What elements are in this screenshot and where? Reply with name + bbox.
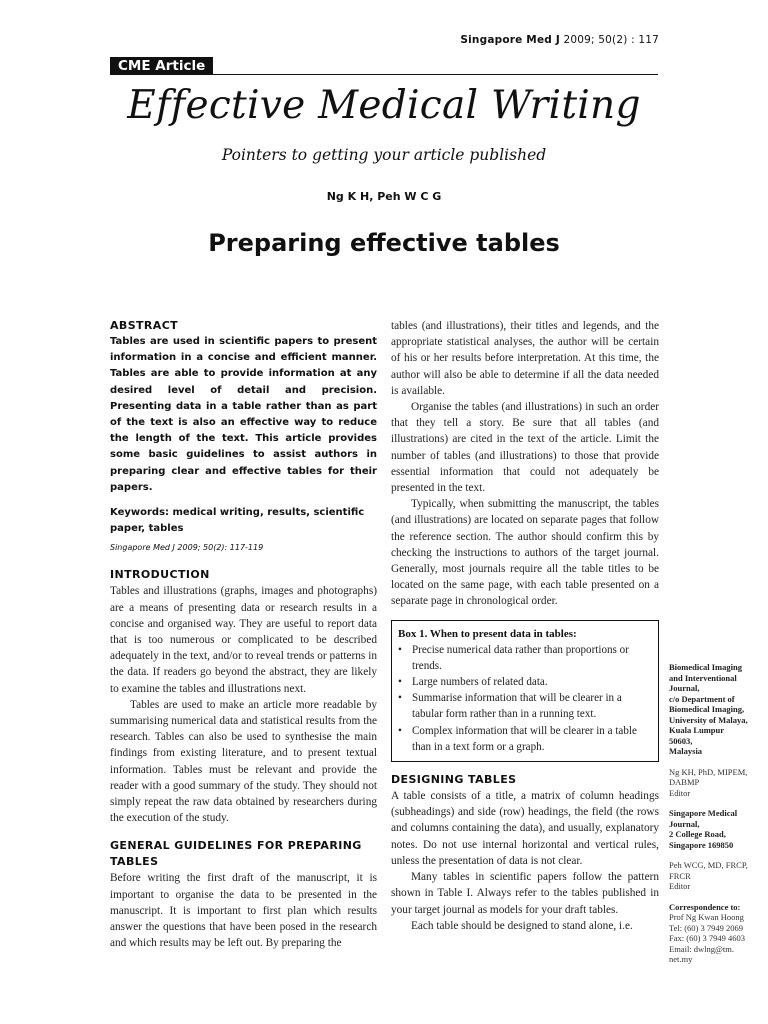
correspondence-line: Prof Ng Kwan Hoong [669, 912, 744, 922]
smj-address [669, 808, 763, 850]
introduction-paragraph-2: Tables are used to make an article more readable by summarising numerical data and statistical results from the research. Tables can also be used to synthesise the main findings from existing literature, and to present textual information. Tables must be relevant and provide the reader with a good summary of the study. They should not simply repeat the raw data obtained by researchers during the execution of the study. [110, 698, 377, 825]
box-title: Box 1. When to present data in tables: [398, 627, 577, 640]
left-column [110, 318, 377, 952]
series-subtitle: Pointers to getting your article published [221, 146, 547, 164]
address-line: Kuala Lumpur [669, 725, 725, 735]
keywords: Keywords: medical writing, results, scientific paper, tables [110, 507, 365, 535]
designing-paragraph-1: A table consists of a title, a matrix of column headings (subheadings) and side (row) headings, the field (the rows and columns containing the data), and usually, explanatory notes. Do not use internal horizontal and vertical rules, unless the presentation of data is not clear. [391, 790, 659, 867]
correspondence-label: Correspondence to: [669, 901, 741, 912]
bullet-icon: • [398, 643, 402, 656]
designing-paragraph-2: Many tables in scientific papers follow the pattern shown in Table I. Always refer to the tables published in your target journal as models for your draft tables. [391, 871, 659, 916]
address-line: and Interventional [669, 672, 737, 683]
guidelines-heading: GENERAL GUIDELINES FOR PREPARING TABLES [110, 839, 362, 869]
introduction-paragraph-1: Tables and illustrations (graphs, images and photographs) are a means of presenting data or research results in a concise and organised way. They are useful to report data that is too numerous or complicated to be described adequately in the text, and/or to reveal trends or patterns in the data. If readers go beyond the abstract, they are likely to examine the tables and illustrations next. [110, 585, 377, 695]
abstract-heading: ABSTRACT [110, 319, 179, 332]
box-list-item [398, 690, 652, 722]
abstract-text: Tables are used in scientific papers to present information in a concise and efficient manner. Tables are able to provide information at any desired level of detail and precision. Presenting data in a table rather than as part of the text is also an effective way to reduce the length of the text. This article provides some basic guidelines to assist authors in preparing clear and effective tables for their papers. [110, 336, 377, 493]
address-line: Singapore Medical [669, 808, 738, 818]
header-rule [110, 74, 658, 75]
address-line: 2 College Road, [669, 829, 726, 839]
submission-paragraph: Typically, when submitting the manuscript, the tables (and illustrations) are located on separate pages that follow the reference section. The author should confirm this by checking the instructions to authors of the target journal. Generally, most journals require all the table titles to be located on the same page, with each table presented on a separate page in chronological order. [391, 498, 659, 608]
keywords-block [110, 505, 377, 555]
credential-line: Editor [669, 881, 691, 891]
correspondence-line: Tel: (60) 3 7949 2069 [669, 922, 744, 933]
series-title: Effective Medical Writing [127, 83, 641, 128]
address-line: Singapore 169850 [669, 839, 734, 850]
address-line: Biomedical Imaging, [669, 704, 745, 714]
department-address [669, 662, 763, 757]
correspondence-line: net.my [669, 954, 693, 964]
credential-line: Ng KH, PhD, MIPEM, [669, 766, 748, 777]
box-item-text: Precise numerical data rather than proportions or trends. [412, 643, 629, 672]
middle-column [391, 318, 659, 934]
box-1 [391, 620, 659, 762]
affiliations-sidebar [669, 662, 763, 975]
address-line: Biomedical Imaging [669, 662, 742, 672]
citation: Singapore Med J 2009; 50(2): 117-119 [110, 543, 264, 553]
designing-tables-heading: DESIGNING TABLES [391, 773, 517, 787]
introduction-heading: INTRODUCTION [110, 568, 210, 582]
credential-line: FRCR [669, 870, 691, 881]
article-title: Preparing effective tables [208, 229, 560, 257]
box-list-item [398, 674, 652, 690]
box-list [398, 642, 652, 755]
journal-name: Singapore Med J [460, 34, 560, 46]
box-list-item [398, 642, 652, 674]
authors: Ng K H, Peh W C G [326, 190, 442, 203]
address-line: c/o Department of [669, 693, 735, 704]
address-line: 50603, [669, 735, 693, 746]
journal-issue: 2009; 50(2) : 117 [563, 34, 659, 46]
address-line: Journal, [669, 683, 700, 693]
bullet-icon: • [398, 676, 402, 689]
journal-reference [460, 34, 659, 46]
address-line: University of Malaya, [669, 714, 748, 725]
bullet-icon: • [398, 724, 402, 737]
credential-line: Peh WCG, MD, FRCP, [669, 860, 748, 870]
address-line: Malaysia [669, 746, 703, 756]
designing-paragraph-3: Each table should be designed to stand alone, i.e. [411, 919, 633, 932]
credential-line: DABMP [669, 777, 700, 787]
correspondence-line: Fax: (60) 3 7949 4603 [669, 933, 746, 943]
guidelines-paragraph-1: Before writing the first draft of the manuscript, it is important to organise the data to be presented in the manuscript. It is important to first plan which results answer the questions that have been posed in the research and which results may be left out. By preparing the [110, 872, 377, 950]
author-1-credentials [669, 767, 763, 799]
correspondence-block [669, 902, 763, 965]
organise-paragraph: Organise the tables (and illustrations) in such an order that they tell a story. Be sure that all tables (and illustrations) are cited in the text of the article. Limit the number of tables (and illustrations) to those that provide essential information that could not adequately be presented in the text. [391, 401, 659, 495]
box-list-item [398, 723, 652, 755]
continued-paragraph: tables (and illustrations), their titles and legends, and the appropriate statistical analyses, the author will be certain of his or her results before interpretation. At this time, the author will also be able to determine if all the data needed is available. [391, 320, 659, 397]
credential-line: Editor [669, 787, 691, 798]
author-2-credentials [669, 860, 763, 892]
correspondence-line: Email: dwlng@tm. [669, 943, 734, 954]
cme-article-label: CME Article [110, 57, 213, 75]
address-line: Journal, [669, 818, 700, 829]
box-item-text: Summarise information that will be clearer in a tabular form rather than in a running text. [412, 692, 622, 721]
box-item-text: Complex information that will be clearer in a table than in a text form or a graph. [412, 724, 637, 753]
bullet-icon: • [398, 692, 402, 705]
box-item-text: Large numbers of related data. [412, 676, 548, 689]
